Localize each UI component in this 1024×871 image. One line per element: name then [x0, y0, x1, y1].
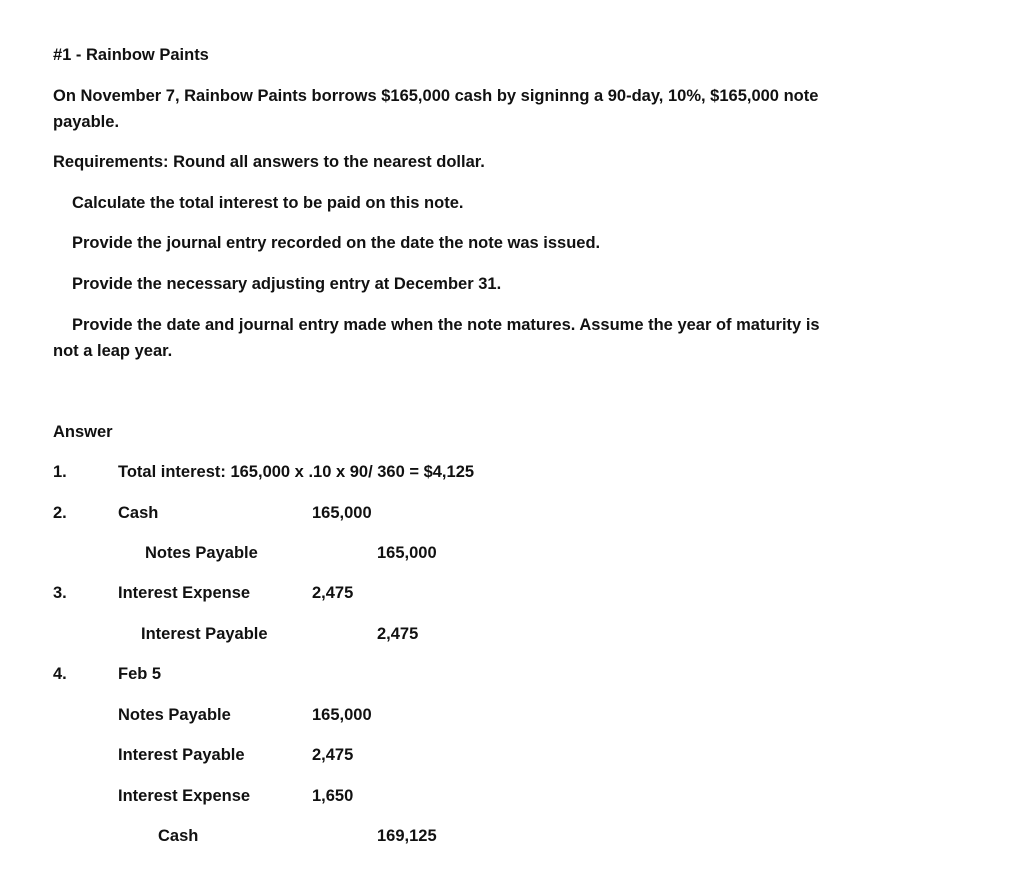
journal-debit-amount: 165,000 [312, 504, 372, 522]
journal-credit-amount: 165,000 [377, 544, 437, 562]
requirement-item: Provide the date and journal entry made when the note matures. Assume the year of maturity is [72, 316, 820, 334]
total-interest-calculation: Total interest: 165,000 x .10 x 90/ 360 = $4,125 [118, 463, 475, 481]
journal-debit-account: Interest Payable [118, 746, 245, 764]
requirement-item: Provide the necessary adjusting entry at December 31. [72, 275, 502, 293]
problem-line-1: On November 7, Rainbow Paints borrows $165,000 cash by signinng a 90-day, 10%, $165,000 note [53, 87, 819, 105]
journal-debit-account: Notes Payable [118, 706, 231, 724]
journal-debit-account: Interest Expense [118, 787, 251, 805]
answer-number: 3. [53, 584, 67, 602]
journal-debit-amount: 1,650 [312, 787, 354, 805]
requirements-heading: Requirements: Round all answers to the nearest dollar. [53, 153, 485, 171]
journal-credit-amount: 2,475 [377, 625, 419, 643]
maturity-date: Feb 5 [118, 665, 162, 683]
answer-number: 4. [53, 665, 67, 683]
answer-number: 2. [53, 504, 67, 522]
journal-debit-amount: 165,000 [312, 706, 372, 724]
document-title: #1 - Rainbow Paints [53, 46, 209, 64]
journal-credit-account: Cash [158, 827, 199, 845]
journal-debit-amount: 2,475 [312, 746, 354, 764]
requirement-item: Provide the journal entry recorded on the date the note was issued. [72, 234, 601, 252]
journal-credit-account: Notes Payable [145, 544, 258, 562]
journal-debit-account: Cash [118, 504, 159, 522]
journal-credit-account: Interest Payable [141, 625, 268, 643]
journal-credit-amount: 169,125 [377, 827, 437, 845]
requirement-item: Calculate the total interest to be paid on this note. [72, 194, 464, 212]
journal-debit-account: Interest Expense [118, 584, 251, 602]
problem-line-2: payable. [53, 113, 120, 131]
answer-number: 1. [53, 463, 67, 481]
answer-heading: Answer [53, 423, 113, 441]
requirement-item-continued: not a leap year. [53, 342, 173, 360]
journal-debit-amount: 2,475 [312, 584, 354, 602]
